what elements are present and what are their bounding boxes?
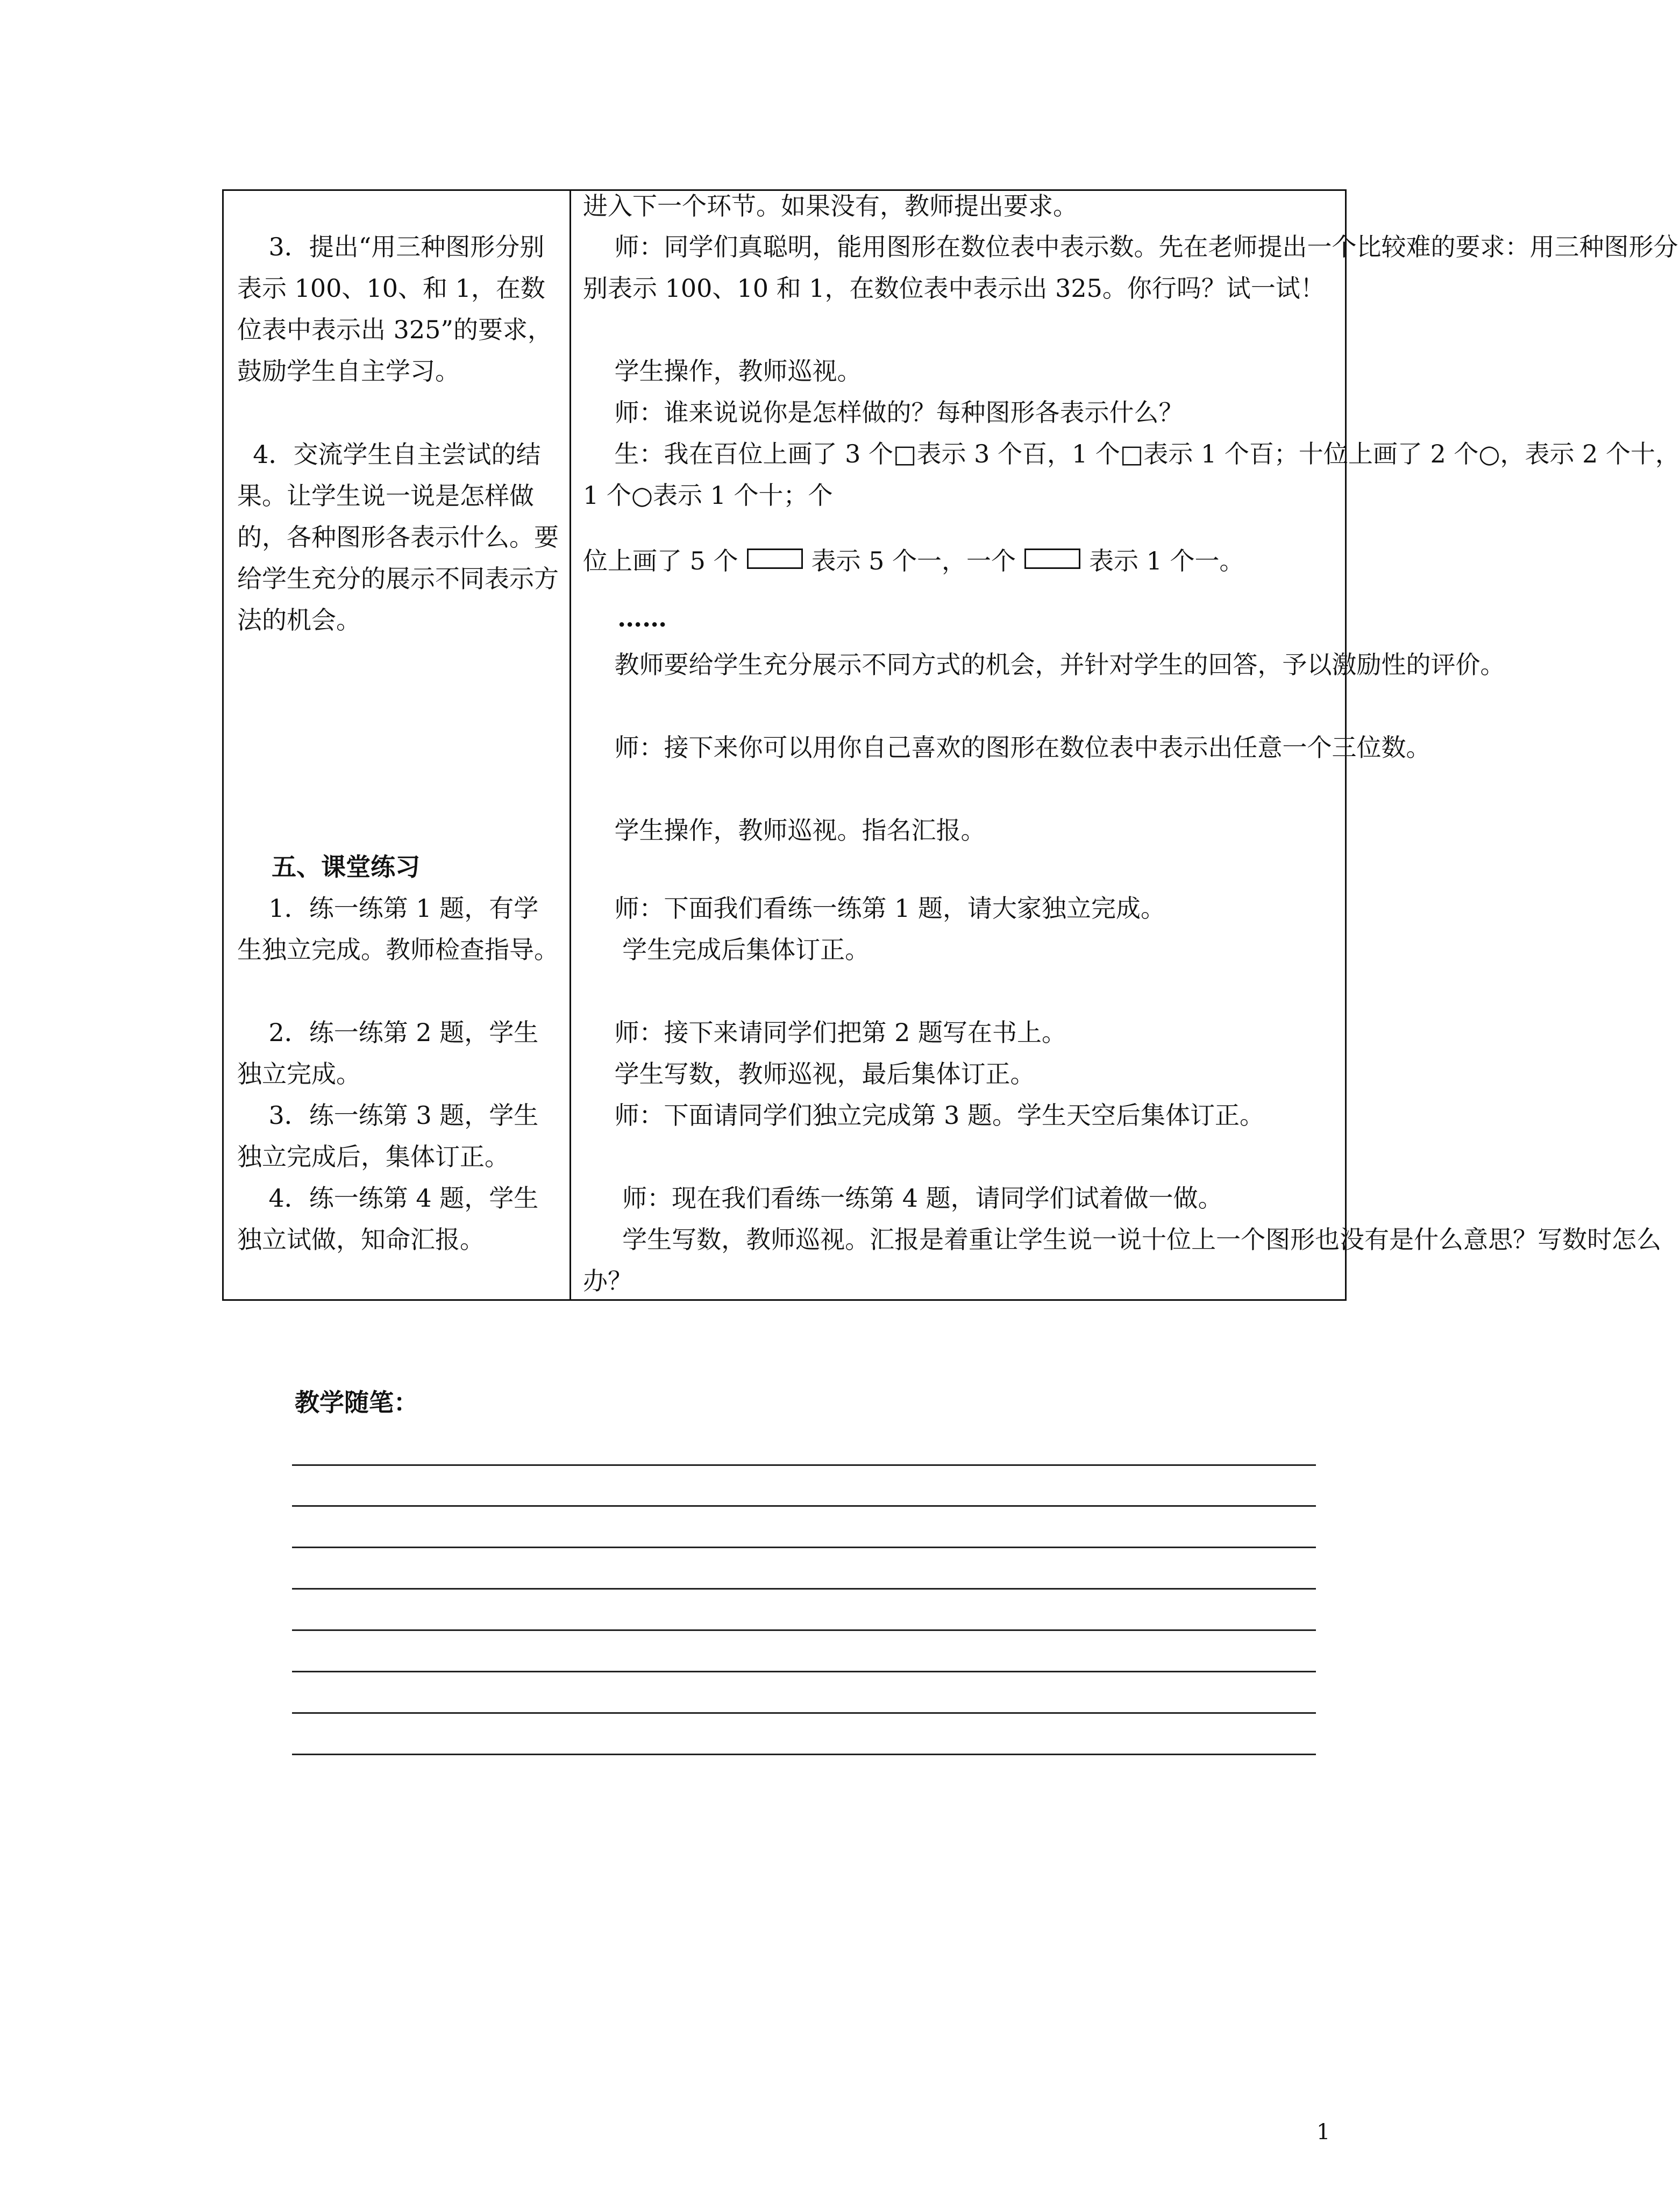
line-text: 表示 1 个一。	[1089, 546, 1244, 575]
note-line[interactable]	[292, 1671, 1316, 1672]
process-paragraph: 师：现在我们看练一练第 4 题，请同学们试着做一做。	[583, 1184, 1223, 1213]
note-line[interactable]	[292, 1464, 1316, 1466]
exercise-3-text: 3．练一练第 3 题，学生独立完成后，集体订正。	[237, 1101, 539, 1171]
line-text: 位上画了 5 个	[583, 546, 738, 575]
note-line[interactable]	[292, 1712, 1316, 1714]
teaching-process-column	[571, 191, 1680, 1299]
line-text: 表示 5 个一，一个	[811, 546, 1016, 575]
note-line[interactable]	[292, 1505, 1316, 1507]
section-5-title: 五、课堂练习	[237, 852, 421, 881]
rectangle-shape-icon	[747, 549, 803, 569]
process-paragraph: 学生操作，教师巡视。	[583, 357, 862, 386]
shape-explanation-line	[583, 540, 1680, 582]
process-paragraph: 师：下面我们看练一练第 1 题，请大家独立完成。	[583, 894, 1166, 923]
lesson-table	[222, 189, 1680, 1301]
exercise-2-text: 2．练一练第 2 题，学生独立完成。	[237, 1018, 539, 1088]
exercise-1-text: 1．练一练第 1 题，有学生独立完成。教师检查指导。	[237, 894, 559, 964]
note-line[interactable]	[292, 1547, 1316, 1548]
step-3-text: 3．提出“用三种图形分别表示 100、10、和 1，在数位表中表示出 325”的要求，鼓励学生自主学习。	[237, 232, 552, 386]
process-paragraph: 教师要给学生充分展示不同方式的机会，并针对学生的回答，予以激励性的评价。	[583, 650, 1505, 679]
ellipsis: ……	[583, 603, 667, 632]
page-number: 1	[1316, 2120, 1330, 2145]
process-paragraph: 学生操作，教师巡视。指名汇报。	[583, 816, 986, 845]
teaching-steps-column	[224, 191, 570, 1299]
note-line[interactable]	[292, 1754, 1316, 1755]
process-paragraph: 生：我在百位上画了 3 个□表示 3 个百，1 个□表示 1 个百；十位上画了 2 个○，表示 2 个十，1 个○表示 1 个十；个	[583, 439, 1680, 510]
step-4-text: 4．交流学生自主尝试的结果。让学生说一说是怎样做的，各种图形各表示什么。要给学生充分的展示不同表示方法的机会。	[237, 440, 559, 635]
process-paragraph: 进入下一个环节。如果没有，教师提出要求。	[583, 191, 1078, 220]
process-paragraph: 师：谁来说说你是怎样做的？每种图形各表示什么？	[583, 398, 1184, 427]
notes-title: 教学随笔：	[295, 1388, 418, 1417]
process-paragraph: 师：接下来你可以用你自己喜欢的图形在数位表中表示出任意一个三位数。	[583, 733, 1431, 762]
process-paragraph: 师：接下来请同学们把第 2 题写在书上。	[583, 1018, 1067, 1047]
process-paragraph: 学生写数，教师巡视，最后集体订正。	[583, 1059, 1035, 1088]
process-paragraph: 师：下面请同学们独立完成第 3 题。学生天空后集体订正。	[583, 1101, 1265, 1130]
exercise-4-text: 4．练一练第 4 题，学生独立试做，知命汇报。	[237, 1184, 539, 1254]
process-paragraph: 学生写数，教师巡视。汇报是着重让学生说一说十位上一个图形也没有是什么意思？写数时怎么办？	[583, 1225, 1662, 1295]
note-line[interactable]	[292, 1588, 1316, 1590]
process-paragraph: 师：同学们真聪明，能用图形在数位表中表示数。先在老师提出一个比较难的要求：用三种图形分别表示 100、10 和 1，在数位表中表示出 325。你行吗？试一试！	[583, 232, 1678, 303]
process-paragraph: 学生完成后集体订正。	[583, 935, 870, 964]
note-line[interactable]	[292, 1629, 1316, 1631]
rectangle-shape-icon	[1024, 549, 1080, 569]
